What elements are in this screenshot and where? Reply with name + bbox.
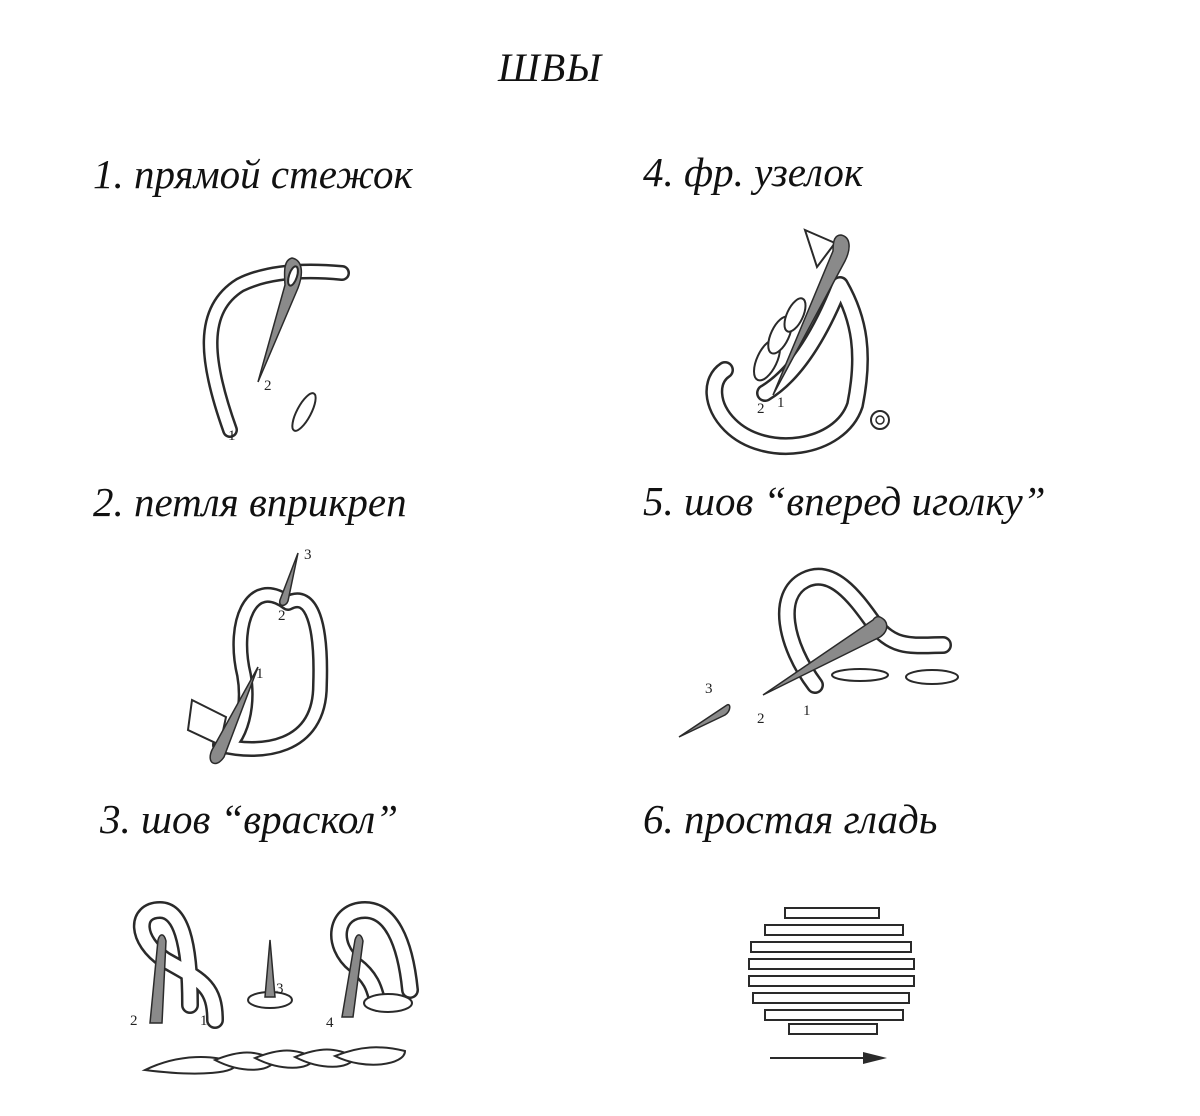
needle-icon	[773, 235, 849, 395]
point-mark-3: 3	[705, 681, 713, 697]
thread-shape	[211, 271, 342, 430]
split-stitch-illustration	[120, 885, 420, 1085]
split-stitch-chain	[145, 1047, 405, 1073]
point-mark-2: 2	[757, 401, 765, 417]
needle-tip-center	[248, 940, 292, 1008]
stitch-label-2: 2. петля вприкреп	[93, 479, 407, 525]
point-mark-2: 2	[264, 378, 272, 394]
running-stitch-illustration	[675, 565, 965, 745]
direction-arrow-icon	[770, 1052, 887, 1064]
point-mark-3: 3	[304, 547, 312, 563]
french-knot-result	[871, 411, 889, 429]
point-mark-1: 1	[200, 1013, 208, 1029]
stitch-label-5: 5. шов “вперед иголку”	[643, 478, 1046, 524]
satin-stitch-illustration	[745, 900, 920, 1070]
point-mark-1: 1	[256, 666, 264, 682]
point-mark-3: 3	[276, 981, 284, 997]
point-mark-1: 1	[803, 703, 811, 719]
running-stitches	[832, 669, 958, 684]
point-mark-2: 2	[757, 711, 765, 727]
tack-loop-illustration	[180, 545, 340, 780]
point-mark-1: 1	[228, 428, 236, 444]
point-mark-4: 4	[326, 1015, 334, 1031]
stitch-label-1: 1. прямой стежок	[93, 151, 413, 197]
straight-stitch-illustration	[180, 240, 370, 460]
stitch-label-6: 6. простая гладь	[643, 796, 938, 842]
point-mark-2: 2	[130, 1013, 138, 1029]
needle-tip-icon	[679, 705, 730, 737]
page-title: ШВЫ	[497, 45, 603, 90]
stitch-label-4: 4. фр. узелок	[643, 149, 863, 195]
stitch-label-3: 3. шов “враскол”	[100, 796, 399, 842]
point-mark-1: 1	[777, 395, 785, 411]
stitch-result-shape	[288, 390, 320, 434]
satin-bars	[749, 908, 914, 1034]
french-knot-illustration	[705, 225, 895, 465]
point-mark-2: 2	[278, 608, 286, 624]
thread-loop-shape	[188, 595, 320, 749]
